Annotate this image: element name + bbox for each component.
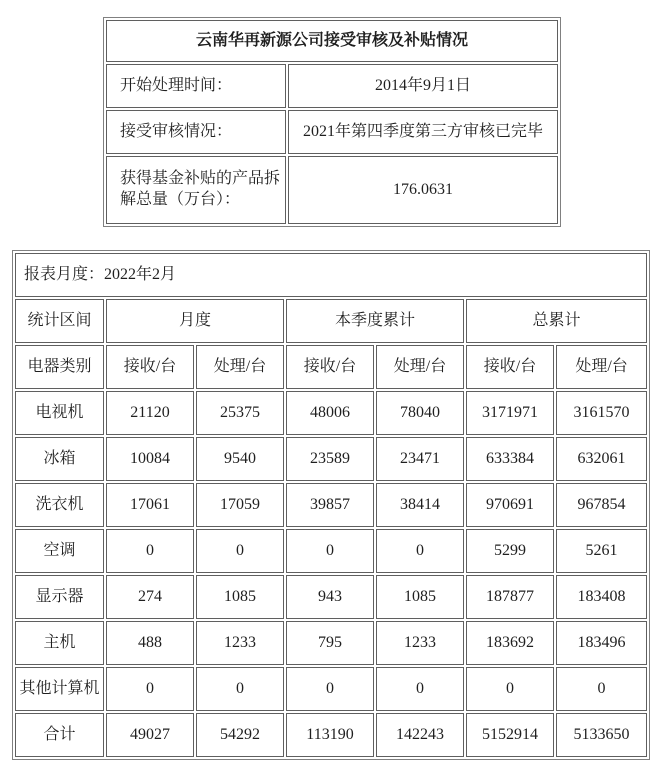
report-table	[12, 250, 650, 760]
group-header-cell: 总累计	[466, 299, 647, 343]
value-cell: 1085	[196, 575, 284, 619]
value-cell: 48006	[286, 391, 374, 435]
summary-row-label: 获得基金补贴的产品拆解总量（万台）：	[106, 156, 286, 224]
summary-row	[106, 110, 558, 154]
table-row	[15, 483, 647, 527]
summary-row-label: 开始处理时间：	[106, 64, 286, 108]
category-cell: 洗衣机	[15, 483, 104, 527]
category-cell: 显示器	[15, 575, 104, 619]
table-row	[15, 713, 647, 757]
category-cell: 其他计算机	[15, 667, 104, 711]
value-cell: 0	[106, 529, 194, 573]
period-group-row	[15, 299, 647, 343]
value-cell: 10084	[106, 437, 194, 481]
group-header-cell: 本季度累计	[286, 299, 464, 343]
value-cell: 9540	[196, 437, 284, 481]
value-cell: 0	[376, 529, 464, 573]
value-cell: 23471	[376, 437, 464, 481]
category-cell: 冰箱	[15, 437, 104, 481]
category-cell: 主机	[15, 621, 104, 665]
table-row	[15, 575, 647, 619]
summary-row-label: 接受审核情况：	[106, 110, 286, 154]
value-cell: 187877	[466, 575, 554, 619]
summary-row	[106, 156, 558, 224]
unit-header-cell: 处理/台	[196, 345, 284, 389]
summary-row-value: 2014年9月1日	[288, 64, 558, 108]
value-cell: 0	[106, 667, 194, 711]
value-cell: 0	[286, 667, 374, 711]
value-cell: 5133650	[556, 713, 647, 757]
value-cell: 970691	[466, 483, 554, 527]
value-cell: 25375	[196, 391, 284, 435]
value-cell: 183408	[556, 575, 647, 619]
value-cell: 0	[196, 667, 284, 711]
value-cell: 3161570	[556, 391, 647, 435]
report-month-value: 2022年2月	[104, 265, 177, 283]
value-cell: 17059	[196, 483, 284, 527]
value-cell: 17061	[106, 483, 194, 527]
value-cell: 795	[286, 621, 374, 665]
value-cell: 1233	[196, 621, 284, 665]
value-cell: 0	[376, 667, 464, 711]
value-cell: 3171971	[466, 391, 554, 435]
report-month-label: 报表月度：	[24, 265, 105, 283]
value-cell: 1233	[376, 621, 464, 665]
value-cell: 632061	[556, 437, 647, 481]
value-cell: 5299	[466, 529, 554, 573]
value-cell: 78040	[376, 391, 464, 435]
value-cell: 113190	[286, 713, 374, 757]
summary-title: 云南华再新源公司接受审核及补贴情况	[106, 20, 558, 62]
value-cell: 967854	[556, 483, 647, 527]
summary-title-row	[106, 20, 558, 62]
value-cell: 5261	[556, 529, 647, 573]
value-cell: 142243	[376, 713, 464, 757]
value-cell: 0	[286, 529, 374, 573]
value-cell: 21120	[106, 391, 194, 435]
table-row	[15, 529, 647, 573]
value-cell: 23589	[286, 437, 374, 481]
category-cell: 电视机	[15, 391, 104, 435]
category-cell: 空调	[15, 529, 104, 573]
unit-header-cell: 接收/台	[286, 345, 374, 389]
value-cell: 274	[106, 575, 194, 619]
value-cell: 488	[106, 621, 194, 665]
category-cell: 合计	[15, 713, 104, 757]
value-cell: 49027	[106, 713, 194, 757]
unit-header-cell: 处理/台	[556, 345, 647, 389]
summary-table	[103, 17, 561, 227]
value-cell: 39857	[286, 483, 374, 527]
unit-header-cell: 处理/台	[376, 345, 464, 389]
table-row	[15, 667, 647, 711]
period-header-cell: 统计区间	[15, 299, 104, 343]
report-month	[15, 253, 647, 297]
value-cell: 183692	[466, 621, 554, 665]
group-header-cell: 月度	[106, 299, 284, 343]
value-cell: 633384	[466, 437, 554, 481]
value-cell: 0	[466, 667, 554, 711]
table-row	[15, 621, 647, 665]
value-cell: 5152914	[466, 713, 554, 757]
value-cell: 943	[286, 575, 374, 619]
unit-header-cell: 接收/台	[106, 345, 194, 389]
report-month-row	[15, 253, 647, 297]
table-row	[15, 437, 647, 481]
value-cell: 0	[556, 667, 647, 711]
column-header-row	[15, 345, 647, 389]
table-row	[15, 391, 647, 435]
value-cell: 38414	[376, 483, 464, 527]
summary-row-value: 176.0631	[288, 156, 558, 224]
value-cell: 54292	[196, 713, 284, 757]
value-cell: 0	[196, 529, 284, 573]
summary-row-value: 2021年第四季度第三方审核已完毕	[288, 110, 558, 154]
unit-header-cell: 接收/台	[466, 345, 554, 389]
summary-row	[106, 64, 558, 108]
value-cell: 1085	[376, 575, 464, 619]
category-header-cell: 电器类别	[15, 345, 104, 389]
value-cell: 183496	[556, 621, 647, 665]
